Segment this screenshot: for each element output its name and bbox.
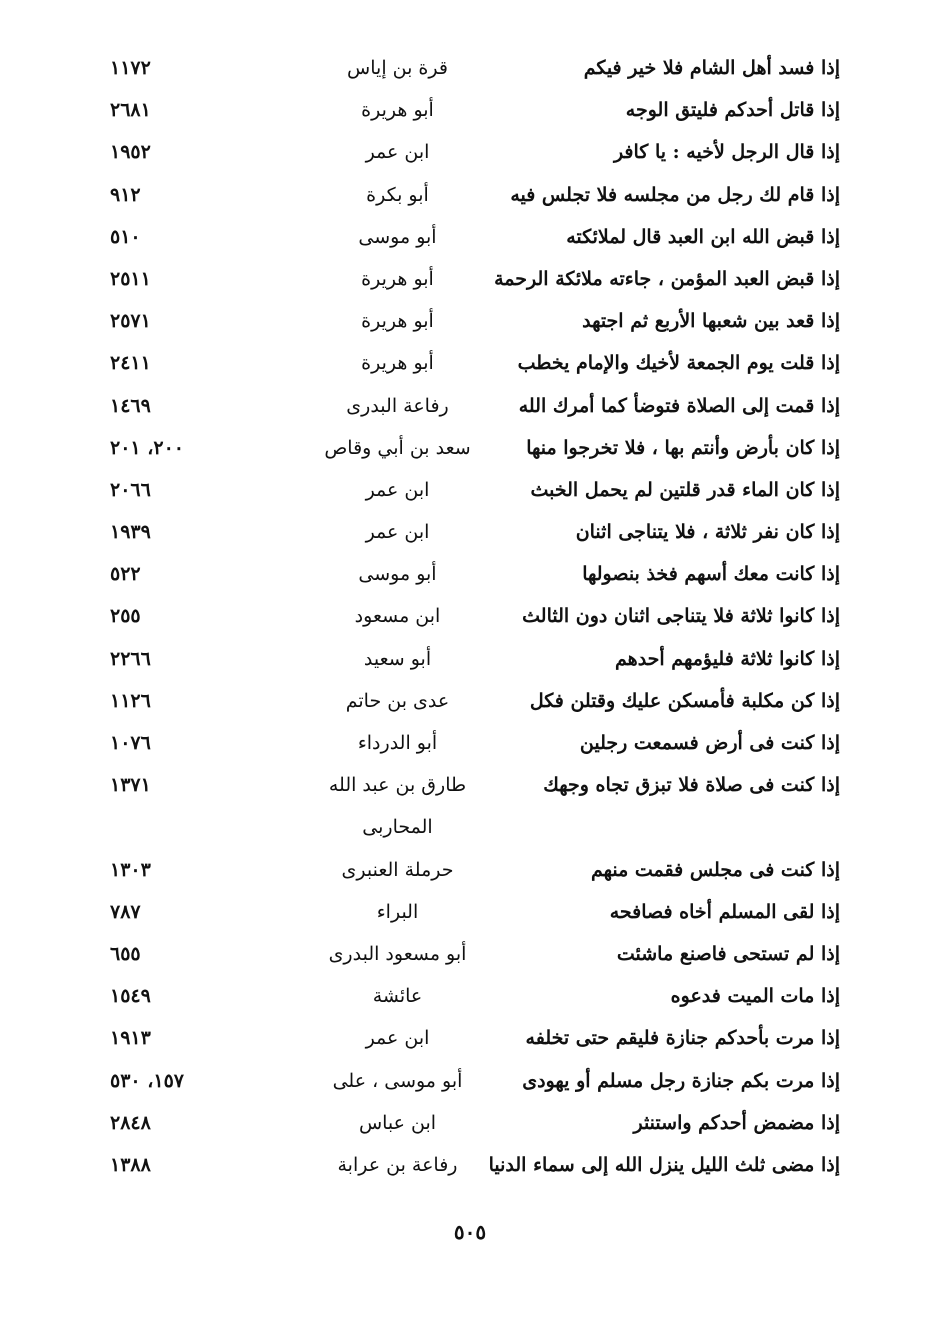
hadith-text: إذا مرت بأحدكم جنازة فليقم حتى تخلفه <box>525 1027 840 1050</box>
hadith-text: إذا كنت فى صلاة فلا تبزق تجاه وجهك <box>543 774 840 797</box>
hadith-text: إذا كانت معك أسهم فخذ بنصولها <box>582 563 840 586</box>
hadith-index-table <box>0 47 940 1186</box>
narrator-name: أبو هريرة <box>361 310 434 333</box>
hadith-number: ٢٥٧١ <box>110 310 151 333</box>
table-row <box>0 1144 940 1186</box>
table-row <box>0 849 940 891</box>
table-row <box>0 722 940 764</box>
hadith-text: إذا كان نفر ثلاثة ، فلا يتناجى اثنان <box>575 521 840 544</box>
table-row <box>0 1102 940 1144</box>
hadith-number: ١١٢٦ <box>110 689 151 712</box>
narrator-name: أبو موسى ، على <box>332 1069 463 1092</box>
narrator-name: طارق بن عبد الله <box>328 774 467 797</box>
hadith-number: ١١٧٢ <box>110 57 151 79</box>
narrator-name: عدى بن حاتم <box>345 689 450 712</box>
narrator-name: أبو سعيد <box>363 647 432 670</box>
narrator-name: سعد بن أبي وقاص <box>324 436 471 459</box>
hadith-text: إذا مرت بكم جنازة رجل مسلم أو يهودى <box>522 1069 840 1092</box>
hadith-number: ٢٢٦٦ <box>110 647 151 670</box>
narrator-name: ابن مسعود <box>354 605 441 628</box>
hadith-text: إذا قلت يوم الجمعة لأخيك والإمام يخطب <box>517 352 840 375</box>
narrator-name: قرة بن إياس <box>347 57 448 79</box>
hadith-text: إذا قاتل أحدكم فليتق الوجه <box>625 99 840 122</box>
table-row <box>0 975 940 1017</box>
hadith-text: إذا كنت فى أرض فسمعت رجلين <box>579 732 840 754</box>
hadith-number: ١٥٤٩ <box>110 985 151 1008</box>
hadith-number: ١٥٧، ٥٣٠ <box>110 1069 184 1092</box>
narrator-name: المحاربى <box>362 816 433 839</box>
narrator-name: ابن عمر <box>365 141 430 164</box>
narrator-name: أبو هريرة <box>361 99 434 122</box>
hadith-text: إذا قبض الله ابن العبد قال لملائكته <box>566 225 840 248</box>
hadith-text: إذا مات الميت فدعوه <box>670 985 840 1008</box>
narrator-name: ابن عمر <box>365 1027 430 1050</box>
hadith-text: إذا مضمض أحدكم واستنثر <box>633 1111 840 1134</box>
hadith-number: ١٣٨٨ <box>110 1153 151 1176</box>
table-row <box>0 511 940 553</box>
narrator-name: البراء <box>376 900 419 923</box>
hadith-text: إذا كان الماء قدر قلتين لم يحمل الخبث <box>530 478 840 501</box>
hadith-number: ١٠٧٦ <box>110 732 151 754</box>
narrator-name: ابن عمر <box>365 521 430 544</box>
hadith-number <box>110 806 250 848</box>
narrator-name: ابن عباس <box>358 1111 437 1134</box>
narrator-name: أبو الدرداء <box>357 732 438 754</box>
hadith-text: إذا كانوا ثلاثة فليؤمهم أحدهم <box>615 647 840 670</box>
hadith-text: إذا لم تستحى فاصنع ماشئت <box>616 942 840 965</box>
narrator-name: أبو موسى <box>358 563 437 586</box>
narrator-name: أبو هريرة <box>361 267 434 290</box>
hadith-number: ٢٤١١ <box>110 352 151 375</box>
hadith-number: ٢٥٥ <box>110 605 141 628</box>
hadith-text: إذا كانوا ثلاثة فلا يتناجى اثنان دون الثالث <box>522 605 840 628</box>
hadith-number: ٢٨٤٨ <box>110 1111 151 1134</box>
hadith-number: ١٤٦٩ <box>110 394 151 417</box>
table-row <box>0 1017 940 1059</box>
hadith-number: ٢٥١١ <box>110 267 151 290</box>
hadith-number: ٧٨٧ <box>110 900 141 923</box>
table-row <box>0 469 940 511</box>
table-row <box>0 553 940 595</box>
hadith-text: إذا قبض العبد المؤمن ، جاءته ملائكة الرحمة <box>494 267 840 290</box>
table-row <box>0 638 940 680</box>
table-row <box>0 174 940 216</box>
hadith-number: ١٩١٣ <box>110 1027 151 1050</box>
hadith-text: إذا قمت إلى الصلاة فتوضأ كما أمرك الله <box>518 394 840 417</box>
hadith-number: ١٩٥٢ <box>110 141 151 164</box>
hadith-text: إذا كن مكلبة فأمسكن عليك وقتلن فكل <box>529 689 840 712</box>
table-row <box>0 300 940 342</box>
narrator-name: أبو بكرة <box>366 183 429 206</box>
table-row <box>0 216 940 258</box>
hadith-text: إذا مضى ثلث الليل ينزل الله إلى سماء الدنيا <box>488 1153 840 1176</box>
hadith-text: إذا قام لك رجل من مجلسه فلا تجلس فيه <box>510 183 840 206</box>
table-row <box>0 891 940 933</box>
hadith-number: ٥٢٢ <box>110 563 141 586</box>
hadith-text: إذا كنت فى مجلس فقمت منهم <box>590 858 840 881</box>
hadith-text: إذا فسد أهل الشام فلا خير فيكم <box>583 57 840 79</box>
hadith-number: ٢٠٠، ٢٠١ <box>110 436 184 459</box>
table-row <box>0 258 940 300</box>
table-row <box>0 1060 940 1102</box>
table-row <box>0 595 940 637</box>
table-row <box>0 385 940 427</box>
hadith-text: إذا كان بأرض وأنتم بها ، فلا تخرجوا منها <box>526 436 840 459</box>
hadith-number: ٢٦٨١ <box>110 99 151 122</box>
hadith-text: إذا قعد بين شعبها الأربع ثم اجتهد <box>582 310 840 333</box>
table-row <box>0 806 940 848</box>
hadith-number: ٩١٢ <box>110 183 141 206</box>
table-row <box>0 342 940 384</box>
hadith-number: ٦٥٥ <box>110 942 141 965</box>
narrator-name: أبو هريرة <box>361 352 434 375</box>
table-row <box>0 427 940 469</box>
table-row <box>0 131 940 173</box>
hadith-text: إذا لقى المسلم أخاه فصافحه <box>609 900 840 923</box>
table-row <box>0 89 940 131</box>
narrator-name: أبو موسى <box>358 225 437 248</box>
hadith-text: إذا قال الرجل لأخيه : يا كافر <box>613 141 840 164</box>
narrator-name: عائشة <box>372 985 423 1008</box>
narrator-name: أبو مسعود البدرى <box>328 942 467 965</box>
table-row <box>0 764 940 806</box>
hadith-number: ١٣٧١ <box>110 774 151 797</box>
hadith-number: ٢٠٦٦ <box>110 478 151 501</box>
narrator-name: رفاعة البدرى <box>346 394 449 417</box>
hadith-number: ١٩٣٩ <box>110 521 151 544</box>
hadith-number: ١٣٠٣ <box>110 858 151 881</box>
narrator-name: رفاعة بن عرابة <box>337 1153 458 1176</box>
table-row <box>0 680 940 722</box>
hadith-text <box>480 806 840 848</box>
table-row <box>0 933 940 975</box>
hadith-number: ٥١٠ <box>110 225 141 248</box>
table-row <box>0 47 940 89</box>
narrator-name: حرملة العنبرى <box>341 858 454 881</box>
page-number: ٥٠٥ <box>453 1220 487 1244</box>
narrator-name: ابن عمر <box>365 478 430 501</box>
